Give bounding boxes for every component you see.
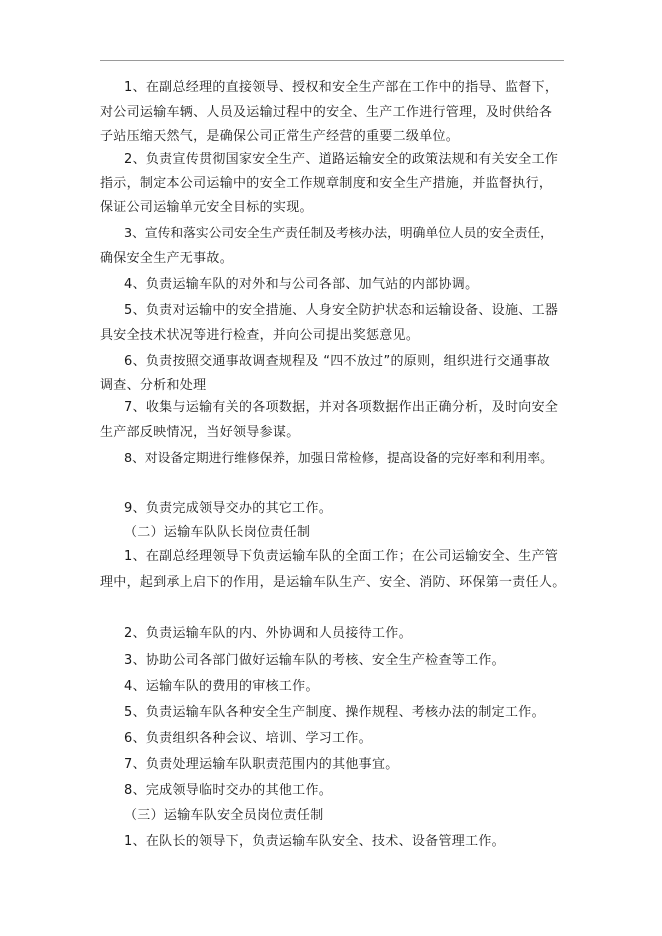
paragraph-line: 4、运输车队的费用的审核工作。 <box>124 679 319 694</box>
paragraph-line: 9、负责完成领导交办的其它工作。 <box>124 501 333 516</box>
paragraph-line: 2、负责运输车队的内、外协调和人员接待工作。 <box>124 626 412 641</box>
paragraph-line: 确保安全生产无事故。 <box>100 251 234 266</box>
paragraph-line: 生产部反映情况，当好领导参谋。 <box>100 425 300 440</box>
paragraph-line: 6、负责组织各种会议、培训、学习工作。 <box>124 731 372 746</box>
paragraph-line: 7、负责处理运输车队职责范围内的其他事宜。 <box>124 757 399 772</box>
paragraph-line: 1、在副总经理领导下负责运输车队的全面工作；在公司运输安全、生产管 <box>124 549 559 564</box>
paragraph-line: 8、完成领导临时交办的其他工作。 <box>124 783 333 798</box>
paragraph-line: 6、负责按照交通事故调查规程及 “四不放过”的原则，组织进行交通事故 <box>124 354 551 369</box>
paragraph-line: 7、收集与运输有关的各项数据，并对各项数据作出正确分析，及时向安全 <box>124 400 559 415</box>
paragraph-line: 1、在副总经理的直接领导、授权和安全生产部在工作中的指导、监督下， <box>124 80 559 95</box>
paragraph-line: 指示，制定本公司运输中的安全工作规章制度和安全生产措施，并监督执行， <box>100 176 553 191</box>
paragraph-line: 子站压缩天然气，是确保公司正常生产经营的重要二级单位。 <box>100 129 460 144</box>
paragraph-line: 4、负责运输车队的对外和与公司各部、加气站的内部协调。 <box>124 277 479 292</box>
paragraph-line: 5、负责运输车队各种安全生产制度、操作规程、考核办法的制定工作。 <box>124 705 545 720</box>
paragraph-line: 保证公司运输单元安全目标的实现。 <box>100 200 313 215</box>
paragraph-line: 1、在队长的领导下，负责运输车队安全、技术、设备管理工作。 <box>124 834 505 849</box>
paragraph-line: 5、负责对运输中的安全措施、人身安全防护状态和运输设备、设施、工器 <box>124 303 559 318</box>
paragraph-line: 具安全技术状况等进行检查，并向公司提出奖惩意见。 <box>100 328 420 343</box>
paragraph-line: 3、宣传和落实公司安全生产责任制及考核办法，明确单位人员的安全责任， <box>124 226 553 241</box>
paragraph-line: 调查、分析和处理 <box>100 378 207 393</box>
section-heading: （二）运输车队队长岗位责任制 <box>124 525 311 540</box>
paragraph-line: 3、协助公司各部门做好运输车队的考核、安全生产检查等工作。 <box>124 653 505 668</box>
section-heading: （三）运输车队安全员岗位责任制 <box>124 808 324 823</box>
paragraph-line: 对公司运输车辆、人员及运输过程中的安全、生产工作进行管理，及时供给各 <box>100 105 553 120</box>
paragraph-line: 2、负责宣传贯彻国家安全生产、道路运输安全的政策法规和有关安全工作 <box>124 152 559 167</box>
paragraph-line: 8、对设备定期进行维修保养，加强日常检修，提高设备的完好率和利用率。 <box>124 451 553 466</box>
paragraph-line: 理中，起到承上启下的作用，是运输车队生产、安全、消防、环保第一责任人。 <box>100 575 566 590</box>
header-rule <box>100 60 564 61</box>
